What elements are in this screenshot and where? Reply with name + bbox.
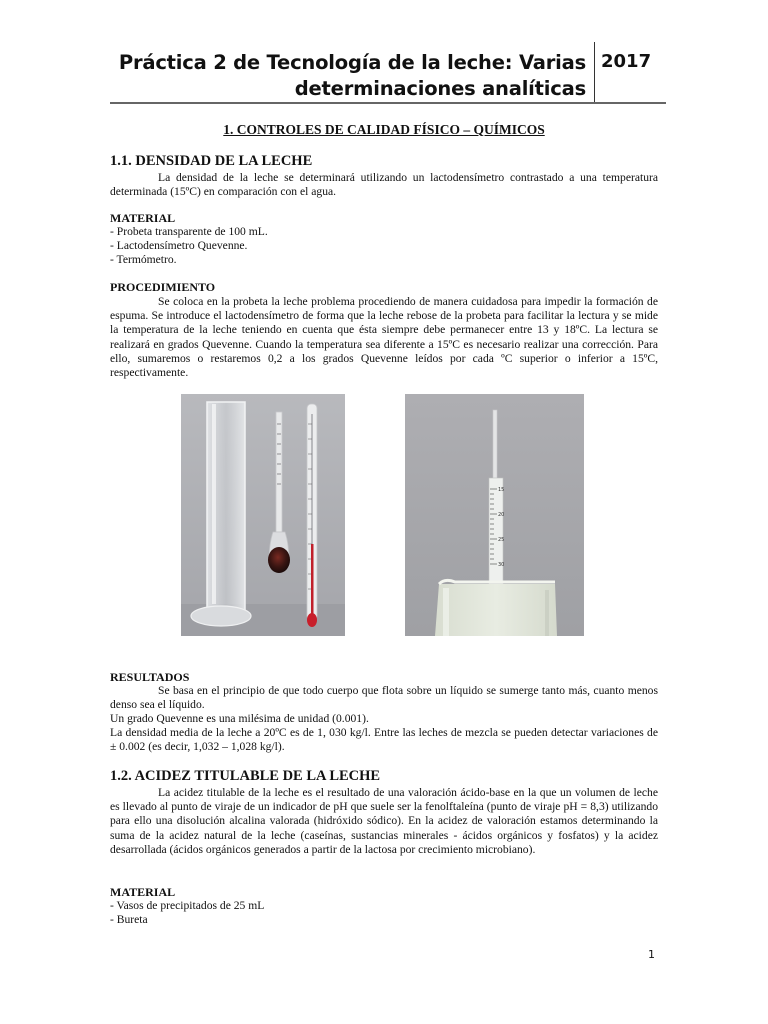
density-intro-text: La densidad de la leche se determinará utilizando un lactodensímetro contrastado a una temperatura determinada (15ºC) en comparación con el agua. <box>110 171 658 199</box>
material-heading-2: MATERIAL <box>110 885 176 899</box>
scale-label: 25 <box>498 537 505 543</box>
photo-lactodensimeter-in-milk <box>405 394 584 636</box>
density-intro <box>110 171 658 199</box>
procedimiento-paragraph <box>110 295 658 380</box>
section-1-title: 1. CONTROLES DE CALIDAD FÍSICO – QUÍMICOS <box>223 122 545 137</box>
resultados-heading: RESULTADOS <box>110 670 190 684</box>
material-item: - Lactodensímetro Quevenne. <box>110 239 248 253</box>
header-year: 2017 <box>601 51 652 72</box>
resultados-paragraph-2: Un grado Quevenne es una milésima de unidad (0.001). <box>110 712 369 725</box>
procedimiento-text: Se coloca en la probeta la leche problema procediendo de manera cuidadosa para impedir la formación de espuma. Se introduce el lactodensímetro de forma que la leche rebose de la probeta para facilitar la lectura y se mide la temperatura de la leche teniendo en cuenta que ésta siempre debe permanecer entre 13 y 18ºC. La lectura se realizará en grados Quevenne. Cuando la temperatura sea diferente a 15ºC es necesario realizar una corrección. Para ello, sumaremos o restaremos 0,2 a los grados Quevenne leídos por cada ºC superior o inferior a 15ºC, respectivamente. <box>110 295 658 380</box>
material-item: - Vasos de precipitados de 25 mL <box>110 899 265 912</box>
material-item: - Termómetro. <box>110 253 177 267</box>
page-number: 1 <box>648 948 655 961</box>
section-1-1-heading: 1.1. DENSIDAD DE LA LECHE <box>110 153 313 169</box>
acidez-intro <box>110 786 658 857</box>
material-list-2 <box>110 899 658 927</box>
material-heading: MATERIAL <box>110 211 176 225</box>
scale-label: 15 <box>498 487 505 493</box>
photo-cylinder-lactodensimeter-thermometer <box>181 394 345 636</box>
header-divider-vertical <box>594 42 595 102</box>
material-item: - Probeta transparente de 100 mL. <box>110 225 268 238</box>
resultados-text-1: Se basa en el principio de que todo cuerpo que flota sobre un líquido se sumerge tanto más, cuanto menos denso sea el líquido. <box>110 684 658 712</box>
resultados-paragraph-1 <box>110 684 658 712</box>
title-line-2: determinaciones analíticas <box>294 77 586 100</box>
section-1-2-heading: 1.2. ACIDEZ TITULABLE DE LA LECHE <box>110 768 381 784</box>
procedimiento-heading: PROCEDIMIENTO <box>110 280 216 294</box>
scale-label: 20 <box>498 512 505 518</box>
material-list <box>110 225 658 268</box>
header-divider-horizontal <box>110 102 666 104</box>
material-item: - Bureta <box>110 913 148 927</box>
resultados-paragraph-3: La densidad media de la leche a 20ºC es de 1, 030 kg/l. Entre las leches de mezcla se pueden detectar variaciones de ± 0.002 (es decir, 1,032 – 1,028 kg/l). <box>110 726 658 754</box>
scale-label: 30 <box>498 562 505 568</box>
acidez-intro-text: La acidez titulable de la leche es el resultado de una valoración ácido-base en la que un volumen de leche es llevado al punto de viraje de un indicador de pH que suele ser la fenolftaleína (punto de viraje pH = 8,3) utilizando para ello una disolución alcalina valorada (hidróxido sódico). En la acidez de valoración estamos determinando la suma de la acidez natural de la leche (caseínas, sustancias minerales - ácidos orgánicos y fosfatos) y la acidez desarrollada (ácidos orgánicos generados a partir de la lactosa por crecimiento microbiano). <box>110 786 658 856</box>
document-title <box>110 50 586 102</box>
title-line-1: Práctica 2 de Tecnología de la leche: Varias <box>118 51 586 74</box>
